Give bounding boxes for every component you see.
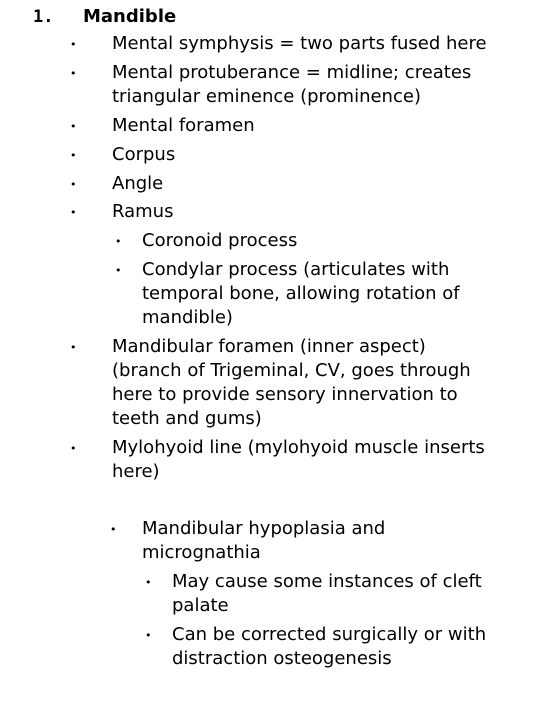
- list-item-line: Condylar process (articulates with: [142, 259, 450, 280]
- list-item-surgical-correction: [172, 623, 486, 671]
- bullet-glyph: •: [110, 523, 117, 536]
- bullet-glyph: •: [70, 67, 77, 80]
- list-item-condylar-process: [142, 258, 460, 330]
- bullet-glyph: •: [70, 341, 77, 354]
- section-number: 1.: [33, 7, 54, 27]
- list-item-ramus: [112, 200, 173, 224]
- bullet-glyph: •: [145, 629, 152, 642]
- list-item-line: Ramus: [112, 201, 174, 222]
- list-item-line: palate: [172, 595, 229, 616]
- list-item-line: Angle: [112, 173, 164, 194]
- list-item-line: Coronoid process: [142, 230, 298, 251]
- list-item-line: distraction osteogenesis: [172, 648, 392, 669]
- bullet-glyph: •: [70, 149, 77, 162]
- list-item-line: here): [112, 461, 160, 482]
- bullet-glyph: •: [70, 178, 77, 191]
- list-item-line: May cause some instances of cleft: [172, 571, 482, 592]
- list-item-line: Corpus: [112, 144, 176, 165]
- list-item-line: Mental foramen: [112, 115, 255, 136]
- bullet-glyph: •: [70, 206, 77, 219]
- list-item-line: Mental protuberance = midline; creates: [112, 62, 472, 83]
- list-item-line: (branch of Trigeminal, CV, goes through: [112, 360, 471, 381]
- list-item-mental-symphysis: [112, 32, 487, 56]
- list-item-line: Mandibular hypoplasia and: [142, 518, 386, 539]
- list-item-line: Mental symphysis = two parts fused here: [112, 33, 487, 54]
- list-item-line: Mandibular foramen (inner aspect): [112, 336, 426, 357]
- list-item-coronoid-process: [142, 229, 297, 253]
- list-item-mylohyoid-line: [112, 436, 485, 484]
- list-item-angle: [112, 172, 163, 196]
- list-item-line: temporal bone, allowing rotation of: [142, 283, 460, 304]
- list-item-line: Can be corrected surgically or with: [172, 624, 487, 645]
- list-item-mandibular-foramen: [112, 335, 471, 431]
- list-item-line: Mylohyoid line (mylohyoid muscle inserts: [112, 437, 485, 458]
- section-title: Mandible: [83, 6, 177, 27]
- list-item-mental-protuberance: [112, 61, 471, 109]
- list-item-line: here to provide sensory innervation to: [112, 384, 458, 405]
- list-item-line: micrognathia: [142, 542, 261, 563]
- list-item-line: triangular eminence (prominence): [112, 86, 421, 107]
- list-item-cleft-palate: [172, 570, 482, 618]
- list-item-corpus: [112, 143, 175, 167]
- list-item-line: teeth and gums): [112, 408, 262, 429]
- bullet-glyph: •: [70, 442, 77, 455]
- list-item-line: mandible): [142, 307, 233, 328]
- bullet-glyph: •: [70, 38, 77, 51]
- list-item-mental-foramen: [112, 114, 255, 138]
- bullet-glyph: •: [145, 576, 152, 589]
- bullet-glyph: •: [115, 264, 122, 277]
- list-item-mandibular-hypoplasia: [142, 517, 385, 565]
- bullet-glyph: •: [115, 235, 122, 248]
- bullet-glyph: •: [70, 120, 77, 133]
